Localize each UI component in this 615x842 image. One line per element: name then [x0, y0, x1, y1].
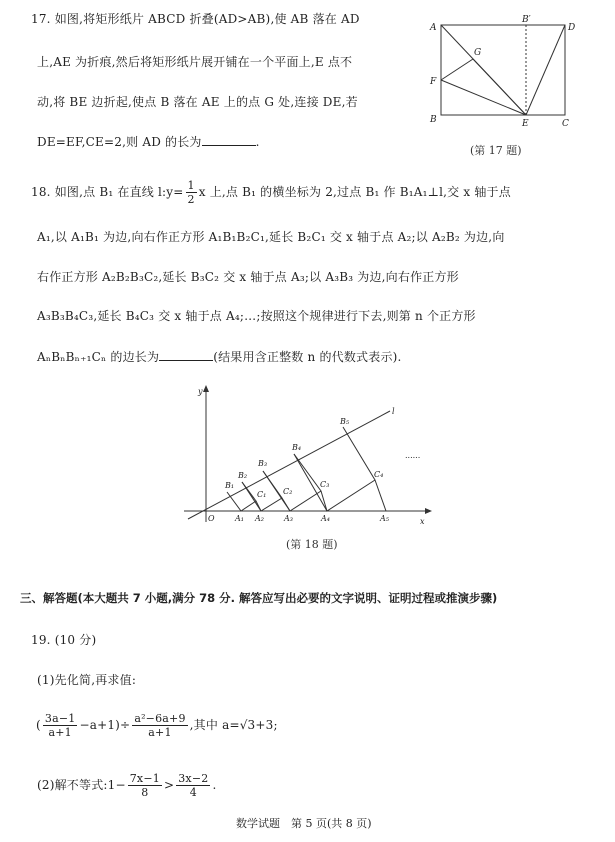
- extension-3: [321, 491, 327, 511]
- label-b3: B₃: [258, 459, 268, 468]
- right-denominator: 4: [189, 786, 197, 799]
- label-a4: A₄: [321, 514, 330, 523]
- greater-than-sign: >: [163, 778, 175, 792]
- section-3-heading: 三、解答题(本大题共 7 小题,满分 78 分. 解答应写出必要的文字说明、证明过程或推演步骤): [20, 591, 498, 605]
- label-c1: C₁: [257, 490, 267, 499]
- q18-line1-end: x 上,点 B₁ 的横坐标为 2,过点 B₁ 作 B₁A₁⊥l,交 x 轴于点: [198, 185, 511, 199]
- label-c4: C₄: [374, 470, 384, 479]
- label-a5: A₅: [380, 514, 389, 523]
- fraction-2-numerator: a²−6a+9: [134, 712, 186, 725]
- slope-numerator: 1: [187, 179, 195, 192]
- fraction-1-denominator: a+1: [48, 726, 72, 739]
- label-b1: B₁: [225, 481, 235, 490]
- left-numerator: 7x−1: [129, 772, 160, 785]
- fraction-1: [43, 712, 78, 739]
- label-b5: B₅: [340, 417, 350, 426]
- label-a: A: [430, 23, 437, 33]
- q17-line1: 17. 如图,将矩形纸片 ABCD 折叠(AD>AB),使 AB 落在 AD: [31, 12, 360, 26]
- segment-fe: [441, 80, 526, 115]
- inequality-fraction-left: [128, 772, 162, 799]
- q17-figure: [425, 12, 585, 132]
- label-f: F: [430, 77, 437, 87]
- expr-open-paren: (: [36, 718, 41, 732]
- label-x: x: [420, 517, 425, 524]
- q18-line5-text: AₙBₙBₙ₊₁Cₙ 的边长为: [37, 350, 160, 364]
- label-bprime: B′: [522, 15, 531, 25]
- label-y: y: [198, 387, 203, 396]
- page-footer: 数学试题 第 5 页(共 8 页): [236, 817, 372, 830]
- label-g: G: [474, 48, 482, 58]
- q19-expression: [36, 708, 278, 742]
- line-l: [188, 411, 390, 519]
- answer-blank: [159, 348, 213, 361]
- square-4: [294, 427, 375, 511]
- q18-line5-end: (结果用含正整数 n 的代数式表示).: [213, 350, 402, 364]
- q18-line2: A₁,以 A₁B₁ 为边,向右作正方形 A₁B₁B₂C₁,延长 B₂C₁ 交 x 轴于点 A₂;以 A₂B₂ 为边,向: [37, 230, 505, 244]
- label-l: l: [392, 407, 395, 416]
- segment-ge: [473, 59, 526, 115]
- fraction-1-numerator: 3a−1: [44, 712, 76, 725]
- slope-fraction: [186, 179, 197, 206]
- fraction-2: [132, 712, 187, 739]
- left-denominator: 8: [141, 786, 149, 799]
- fraction-2-denominator: a+1: [148, 726, 172, 739]
- expr-middle: −a+1)÷: [79, 718, 131, 732]
- rectangle-abcd: [441, 25, 565, 115]
- q17-line4-text: DE=EF,CE=2,则 AD 的长为: [37, 135, 202, 149]
- q18-line1: [31, 179, 511, 206]
- part2-end: .: [212, 778, 217, 792]
- q18-line3: 右作正方形 A₂B₂B₃C₂,延长 B₃C₂ 交 x 轴于点 A₃;以 A₃B₃ 为边,向右作正方形: [37, 270, 459, 284]
- label-e: E: [522, 119, 529, 129]
- label-d: D: [568, 23, 576, 33]
- q18-line1-start: 18. 如图,点 B₁ 在直线 l:y=: [31, 185, 184, 199]
- y-axis-arrow: [203, 385, 209, 392]
- q18-figure: [180, 384, 440, 524]
- label-c: C: [562, 119, 569, 129]
- extension-4: [375, 480, 386, 511]
- expr-tail: ,其中 a=√3+3;: [189, 718, 278, 732]
- q17-line3: 动,将 BE 边折起,使点 B 落在 AE 上的点 G 处,连接 DE,若: [37, 95, 358, 109]
- q19-part2: [37, 768, 216, 802]
- q18-line5: [37, 348, 402, 365]
- label-b4: B₄: [292, 443, 302, 452]
- label-a2: A₂: [255, 514, 264, 523]
- x-axis-arrow: [425, 508, 432, 514]
- q17-line2: 上,AE 为折痕,然后将矩形纸片展开铺在一个平面上,E 点不: [37, 55, 353, 69]
- inequality-fraction-right: [176, 772, 210, 799]
- answer-blank: [202, 133, 256, 146]
- label-a3: A₃: [284, 514, 293, 523]
- right-numerator: 3x−2: [178, 772, 209, 785]
- part2-start: (2)解不等式:1−: [37, 778, 126, 792]
- segment-de: [526, 25, 565, 115]
- label-c3: C₃: [320, 480, 330, 489]
- q17-line4: [37, 133, 260, 150]
- slope-denominator: 2: [187, 193, 195, 206]
- q19-header: 19. (10 分): [31, 633, 97, 647]
- q17-line4-end: .: [255, 135, 260, 149]
- label-b2: B₂: [238, 471, 248, 480]
- label-c2: C₂: [283, 487, 293, 496]
- label-a1: A₁: [235, 514, 244, 523]
- q18-caption: (第 18 题): [286, 538, 338, 551]
- continuation-dots: ......: [405, 451, 421, 460]
- q17-caption: (第 17 题): [470, 144, 522, 157]
- q19-part1: (1)先化简,再求值:: [37, 673, 137, 687]
- q18-line4: A₃B₃B₄C₃,延长 B₄C₃ 交 x 轴于点 A₄;…;按照这个规律进行下去,则第 n 个正方形: [37, 309, 476, 323]
- label-b: B: [430, 115, 437, 125]
- segment-fg: [441, 59, 473, 80]
- label-o: O: [208, 514, 215, 523]
